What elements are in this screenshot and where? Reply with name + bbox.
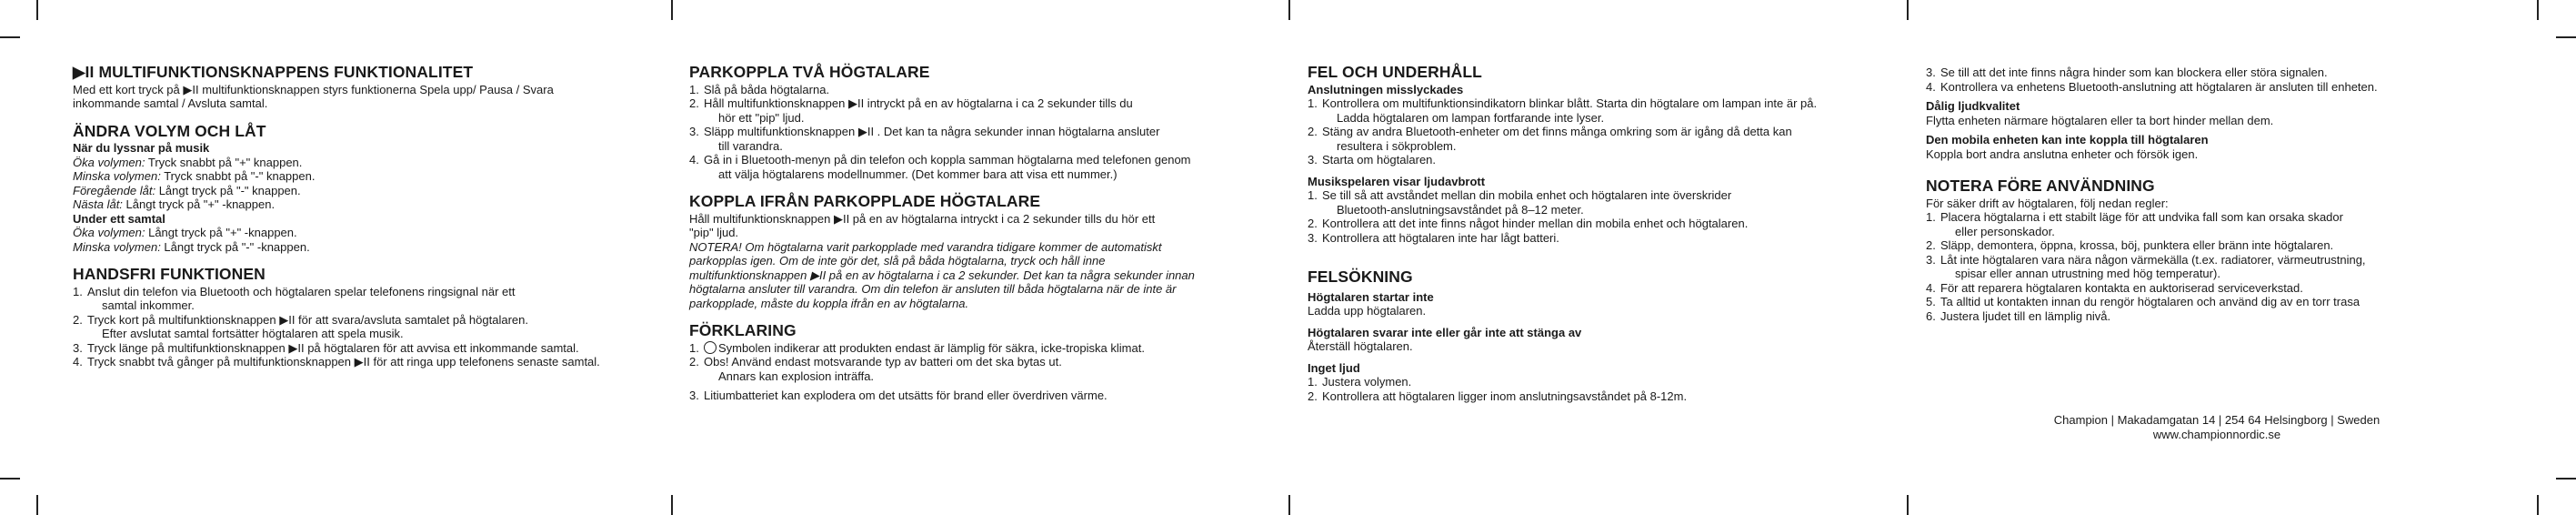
list-item: 2. Håll multifunktionsknappen ▶II intryckt på en av högtalarna i ca 2 sekunder tills du hör ett "pip" ljud. — [689, 96, 1133, 125]
text-line: Flytta enheten närmare högtalaren eller ta bort hinder mellan dem. — [1926, 113, 2274, 127]
text-line: Håll multifunktionsknappen ▶II på en av högtalarna intryckt i ca 2 sekunder tills du hör ett — [689, 211, 1156, 226]
section-title: NOTERA FÖRE ANVÄNDNING — [1926, 177, 2155, 195]
note-line: multifunktionsknappen ▶II på en av högtalarna i ca 2 sekunder. Det kan ta några sekunder innan — [689, 268, 1195, 282]
text-line: För säker drift av högtalaren, följ nedan regler: — [1926, 196, 2169, 210]
list-item: 3. Låt inte högtalaren vara nära någon värmekälla (t.ex. radiatorer, värmeutrustning, spisar eller annan utrustning med hög temperatur). — [1926, 252, 2366, 280]
crop-mark — [1288, 0, 1290, 20]
text-line: Nästa låt: Långt tryck på "+" -knappen. — [73, 197, 276, 211]
list-item: 1. Justera volymen. — [1308, 375, 1412, 389]
text-line: Ladda upp högtalaren. — [1308, 304, 1427, 318]
list — [689, 83, 1271, 182]
subheading: Anslutningen misslyckades — [1308, 82, 1464, 96]
list-item: 2. Stäng av andra Bluetooth-enheter om det finns många omkring som är igång då detta kan resultera i sökproblem. — [1308, 125, 1792, 153]
list — [1308, 96, 1889, 167]
list-item: 5. Ta alltid ut kontakten innan du rengör högtalaren och använd dig av en torr trasa — [1926, 295, 2360, 308]
section-troubleshooting — [1308, 270, 1889, 403]
crop-mark — [2556, 478, 2576, 480]
crop-mark — [0, 36, 20, 38]
note-line: parkopplade, måste du koppla ifrån en av högtalarna. — [689, 296, 969, 310]
note-line: parkopplas igen. Om de inte gör det, slå på båda högtalarna, tryck och håll inne — [689, 254, 1106, 268]
list-item: 1. Slå på båda högtalarna. — [689, 82, 830, 96]
section-unpair — [689, 192, 1271, 310]
list-item: 2. Kontrollera att högtalaren ligger inom anslutningsavståndet på 8-12m. — [1308, 389, 1688, 403]
panel-2 — [689, 63, 1271, 417]
subheading: Inget ljud — [1308, 360, 1360, 375]
crop-mark — [1288, 495, 1290, 515]
section-usage-notes — [1926, 179, 2508, 323]
section-title: FÖRKLARING — [689, 321, 797, 339]
text-line: Minska volymen: Långt tryck på "-" -knappen. — [73, 239, 310, 254]
crop-mark — [2537, 0, 2539, 20]
indoor-symbol-icon — [704, 341, 717, 354]
list-item: 2. Tryck kort på multifunktionsknappen ▶II för att svara/avsluta samtalet på högtalaren. Efter avslutat samtal fortsätter högtalaren att spela musik. — [73, 312, 528, 340]
company-website: www.championnordic.se — [2152, 427, 2281, 441]
list-item: 1. Symbolen indikerar att produkten endast är lämplig för säkra, icke-tropiska klimat. — [689, 340, 1145, 355]
section-title: ÄNDRA VOLYM OCH LÅT — [73, 121, 266, 140]
section-volume — [73, 121, 655, 255]
subheading: Under ett samtal — [73, 211, 165, 226]
list-item: 2. Släpp, demontera, öppna, krossa, böj, punktera eller bränn inte högtalaren. — [1926, 238, 2334, 252]
section-faults — [1308, 63, 1889, 245]
list-item: 2. Obs! Använd endast motsvarande typ av batteri om det ska bytas ut. Annars kan explosion inträffa. — [689, 355, 1062, 383]
list-item: 1. Se till så att avståndet mellan din mobila enhet och högtalaren inte överskrider Bluetooth-anslutningsavståndet på 8–12 meter. — [1308, 188, 1732, 217]
list — [689, 341, 1271, 403]
list — [73, 285, 655, 369]
list-item: 1. Anslut din telefon via Bluetooth och högtalaren spelar telefonens ringsignal när ett samtal inkommer. — [73, 284, 516, 312]
text-line: inkommande samtal / Avsluta samtal. — [73, 96, 268, 110]
text-line: Öka volymen: Tryck snabbt på "+" knappen. — [73, 155, 303, 169]
crop-mark — [671, 0, 673, 20]
note-line: NOTERA! Om högtalarna varit parkopplade med varandra tidigare kommer de automatiskt — [689, 239, 1162, 254]
list-item: 4. Tryck snabbt två gånger på multifunktionsknappen ▶II för att ringa upp telefonens senaste samtal. — [73, 355, 600, 369]
list-item: 4. Gå in i Bluetooth-menyn på din telefon och koppla samman högtalarna med telefonen genom att välja högtalarens modellnummer. (Det kommer bara att visa ett nummer.) — [689, 153, 1191, 181]
section-title: ▶II MULTIFUNKTIONSKNAPPENS FUNKTIONALITET — [73, 63, 474, 81]
list — [1308, 188, 1889, 245]
text-line: Återställ högtalaren. — [1308, 339, 1413, 353]
company-address: Champion | Makadamgatan 14 | 254 64 Helsingborg | Sweden — [2053, 413, 2381, 427]
text-line: Öka volymen: Långt tryck på "+" -knappen. — [73, 226, 297, 239]
list — [1926, 210, 2508, 323]
panel-1 — [73, 63, 655, 383]
subheading: När du lyssnar på musik — [73, 141, 210, 155]
crop-mark — [36, 0, 38, 20]
crop-mark — [2537, 495, 2539, 515]
panel-3 — [1308, 63, 1889, 417]
section-pair — [689, 63, 1271, 181]
subheading: Musikspelaren visar ljudavbrott — [1308, 174, 1486, 188]
section-handsfree — [73, 265, 655, 369]
list-item: 3. Se till att det inte finns några hinder som kan blockera eller störa signalen. — [1926, 66, 2328, 79]
list-item: 3. Kontrollera att högtalaren inte har lågt batteri. — [1308, 230, 1559, 245]
list-item: 3. Släpp multifunktionsknappen ▶II . Det kan ta några sekunder innan högtalarna ansluter till varandra. — [689, 125, 1160, 153]
crop-mark — [0, 478, 20, 480]
subheading: Högtalaren svarar inte eller går inte att stänga av — [1308, 325, 1582, 339]
section-title: KOPPLA IFRÅN PARKOPPLADE HÖGTALARE — [689, 192, 1041, 210]
panel-4 — [1926, 66, 2508, 337]
list-item: 3. Starta om högtalaren. — [1308, 153, 1437, 167]
crop-mark — [2556, 36, 2576, 38]
section-multifunction — [73, 63, 655, 111]
list-item: 2. Kontrollera att det inte finns något hinder mellan din mobila enhet och högtalaren. — [1308, 217, 1749, 230]
text-line: Koppla bort andra anslutna enheter och försök igen. — [1926, 146, 2199, 161]
subheading: Högtalaren startar inte — [1308, 289, 1434, 304]
crop-mark — [671, 495, 673, 515]
list-item: 6. Justera ljudet till en lämplig nivå. — [1926, 308, 2111, 323]
section-faults-continued — [1926, 66, 2508, 161]
section-title: PARKOPPLA TVÅ HÖGTALARE — [689, 63, 930, 81]
list-item: 4. Kontrollera va enhetens Bluetooth-anslutning att högtalaren är ansluten till enheten. — [1926, 79, 2378, 94]
list-item: 3. Litiumbatteriet kan explodera om det utsätts för brand eller överdriven värme. — [689, 389, 1108, 402]
text-line: Med ett kort tryck på ▶II multifunktionsknappen styrs funktionerna Spela upp/ Pausa / Svara — [73, 82, 554, 96]
list-item: 4. För att reparera högtalaren kontakta en auktoriserad serviceverkstad. — [1926, 280, 2303, 295]
list-item: 1. Placera högtalarna i ett stabilt läge för att undvika fall som kan orsaka skador eller personskador. — [1926, 210, 2343, 238]
note-line: högtalarna ansluter till varandra. Om din telefon är ansluten till båda högtalarna när de inte är — [689, 282, 1177, 296]
subheading: Den mobila enheten kan inte koppla till högtalaren — [1926, 133, 2209, 146]
text-line: Föregående låt: Långt tryck på "-" knappen. — [73, 183, 301, 197]
section-explanation — [689, 321, 1271, 403]
crop-mark — [1907, 495, 1909, 515]
section-title: FEL OCH UNDERHÅLL — [1308, 63, 1482, 81]
text-line: Minska volymen: Tryck snabbt på "-" knappen. — [73, 169, 316, 183]
section-title: FELSÖKNING — [1308, 268, 1413, 286]
crop-mark — [36, 495, 38, 515]
company-footer — [1926, 413, 2508, 441]
section-title: HANDSFRI FUNKTIONEN — [73, 265, 266, 283]
crop-mark — [1907, 0, 1909, 20]
list-item: 3. Tryck länge på multifunktionsknappen ▶II på högtalaren för att avvisa ett inkommande samtal. — [73, 340, 579, 355]
subheading: Dålig ljudkvalitet — [1926, 99, 2020, 113]
list — [1926, 66, 2508, 94]
list-item: 1. Kontrollera om multifunktionsindikatorn blinkar blått. Starta din högtalare om lampan inte är på. Ladda högtalaren om lampan fortfarande inte lyser. — [1308, 96, 1818, 125]
text-line: "pip" ljud. — [689, 226, 739, 239]
list — [1308, 375, 1889, 403]
